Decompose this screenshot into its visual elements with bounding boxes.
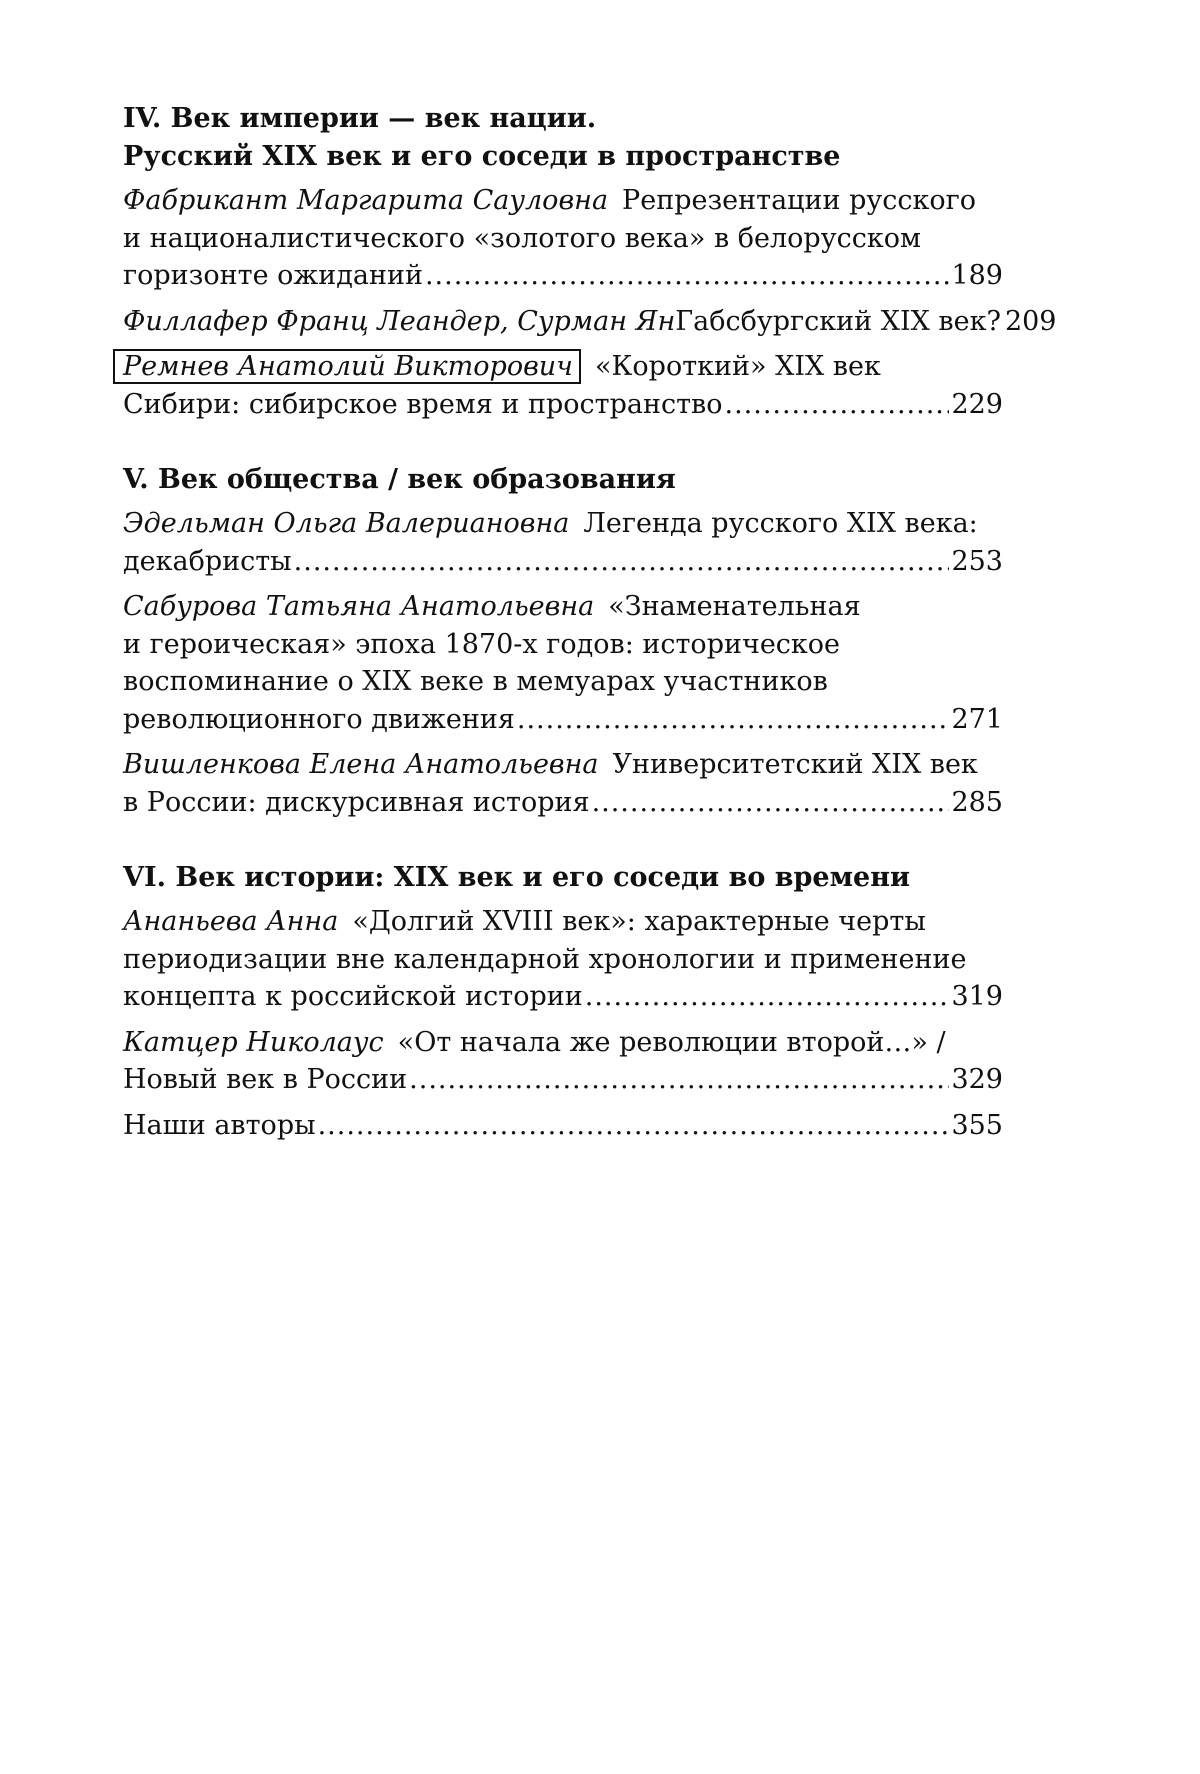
toc-entry[interactable] bbox=[123, 1024, 1003, 1099]
leader-dots bbox=[585, 978, 950, 1016]
page-number: 285 bbox=[951, 786, 1003, 818]
section-title-line: Русский XIX век и его соседи в пространстве bbox=[123, 141, 841, 172]
entry-author: Вишленкова Елена Анатольевна bbox=[123, 749, 599, 780]
section-title bbox=[123, 461, 1003, 499]
toc-entry-authors[interactable] bbox=[123, 1107, 1003, 1145]
entry-last-line bbox=[123, 701, 1003, 739]
toc-entry[interactable] bbox=[123, 746, 1003, 821]
page-number: 355 bbox=[951, 1109, 1003, 1141]
entry-title-line: периодизации вне календарной хронологии и применение bbox=[123, 943, 967, 975]
entry-author: Ананьева Анна bbox=[123, 906, 339, 937]
page-number: 229 bbox=[951, 388, 1003, 420]
section-title-line: IV. Век империи — век нации. bbox=[123, 103, 597, 134]
table-of-contents bbox=[123, 100, 1057, 1182]
toc-entry[interactable] bbox=[123, 588, 1003, 738]
entry-last-line bbox=[123, 1107, 1003, 1145]
page-number: 189 bbox=[951, 260, 1003, 291]
entry-title-line: в России: дискурсивная история bbox=[123, 786, 590, 818]
toc-section-iv bbox=[123, 100, 1057, 423]
entry-title: Репрезентации русского bbox=[622, 185, 977, 216]
entry-title: «Долгий XVIII век»: характерные черты bbox=[352, 906, 926, 937]
page-number: 209 bbox=[1004, 305, 1057, 337]
entry-title-line: и националистического «золотого века» в белорусском bbox=[123, 222, 921, 254]
leader-dots bbox=[318, 1107, 950, 1145]
section-title-line: V. Век общества / век образования bbox=[123, 464, 676, 495]
entry-title-line: Сибири: сибирское время и пространство bbox=[123, 388, 723, 420]
toc-entry[interactable] bbox=[123, 505, 1003, 580]
entry-author: Эдельман Ольга Валериановна bbox=[123, 508, 570, 539]
toc-entry[interactable] bbox=[123, 303, 1057, 341]
entry-title-line: горизонте ожиданий bbox=[123, 260, 423, 291]
entry-title-line: Новый век в России bbox=[123, 1064, 408, 1095]
leader-dots bbox=[425, 257, 950, 295]
section-title-line: VI. Век истории: XIX век и его соседи во времени bbox=[123, 862, 910, 893]
entry-title: Наши авторы bbox=[123, 1109, 316, 1141]
section-title bbox=[123, 859, 1003, 897]
entry-title: «Короткий» XIX век bbox=[594, 351, 881, 382]
entry-first-line bbox=[123, 348, 1003, 386]
entry-last-line bbox=[123, 303, 1057, 341]
leader-dots bbox=[517, 701, 950, 739]
entry-author-highlighted: Ремнев Анатолий Викторович bbox=[113, 349, 581, 384]
entry-first-line bbox=[123, 505, 1003, 543]
page-number: 271 bbox=[951, 703, 1003, 735]
section-title bbox=[123, 100, 1003, 176]
entry-last-line bbox=[123, 978, 1003, 1016]
entry-last-line bbox=[123, 257, 1003, 295]
entry-first-line bbox=[123, 182, 1003, 220]
entry-title: Университетский XIX век bbox=[612, 749, 978, 780]
toc-section-vi bbox=[123, 859, 1003, 1144]
toc-entry[interactable] bbox=[123, 182, 1003, 295]
entry-title: «Знаменательная bbox=[608, 591, 861, 622]
toc-section-v bbox=[123, 461, 1003, 821]
toc-entry[interactable] bbox=[123, 348, 1003, 423]
entry-last-line bbox=[123, 784, 1003, 822]
entry-last-line bbox=[123, 386, 1003, 424]
entry-title-line: воспоминание о XIX веке в мемуарах участников bbox=[123, 666, 828, 697]
entry-title-line: и героическая» эпоха 1870-х годов: историческое bbox=[123, 628, 841, 660]
entry-title: Габсбургский XIX век? bbox=[675, 305, 1001, 337]
toc-entry[interactable] bbox=[123, 903, 1003, 1016]
entry-title-line: декабристы bbox=[123, 545, 292, 577]
entry-title: Легенда русского XIX века: bbox=[583, 508, 978, 539]
page-number: 329 bbox=[951, 1064, 1003, 1095]
entry-title-line: революционного движения bbox=[123, 703, 515, 735]
entry-author: Катцер Николаус bbox=[123, 1026, 384, 1058]
entry-last-line bbox=[123, 1061, 1003, 1099]
entry-author: Филлафер Франц Леандер, Сурман Ян bbox=[123, 305, 676, 337]
entry-title-line: концепта к российской истории bbox=[123, 981, 583, 1012]
entry-first-line bbox=[123, 588, 1003, 626]
entry-first-line bbox=[123, 903, 1003, 941]
entry-title: «От начала же революции второй…» / bbox=[397, 1026, 946, 1058]
entry-author: Фабрикант Маргарита Сауловна bbox=[123, 185, 609, 216]
leader-dots bbox=[409, 1061, 949, 1099]
entry-first-line bbox=[123, 1024, 1003, 1062]
page-number: 319 bbox=[951, 981, 1003, 1012]
entry-last-line bbox=[123, 543, 1003, 581]
entry-author: Сабурова Татьяна Анатольевна bbox=[123, 591, 595, 622]
leader-dots bbox=[294, 543, 950, 581]
page-number: 253 bbox=[951, 545, 1003, 577]
leader-dots bbox=[592, 784, 950, 822]
leader-dots bbox=[724, 386, 949, 424]
entry-first-line bbox=[123, 746, 1003, 784]
